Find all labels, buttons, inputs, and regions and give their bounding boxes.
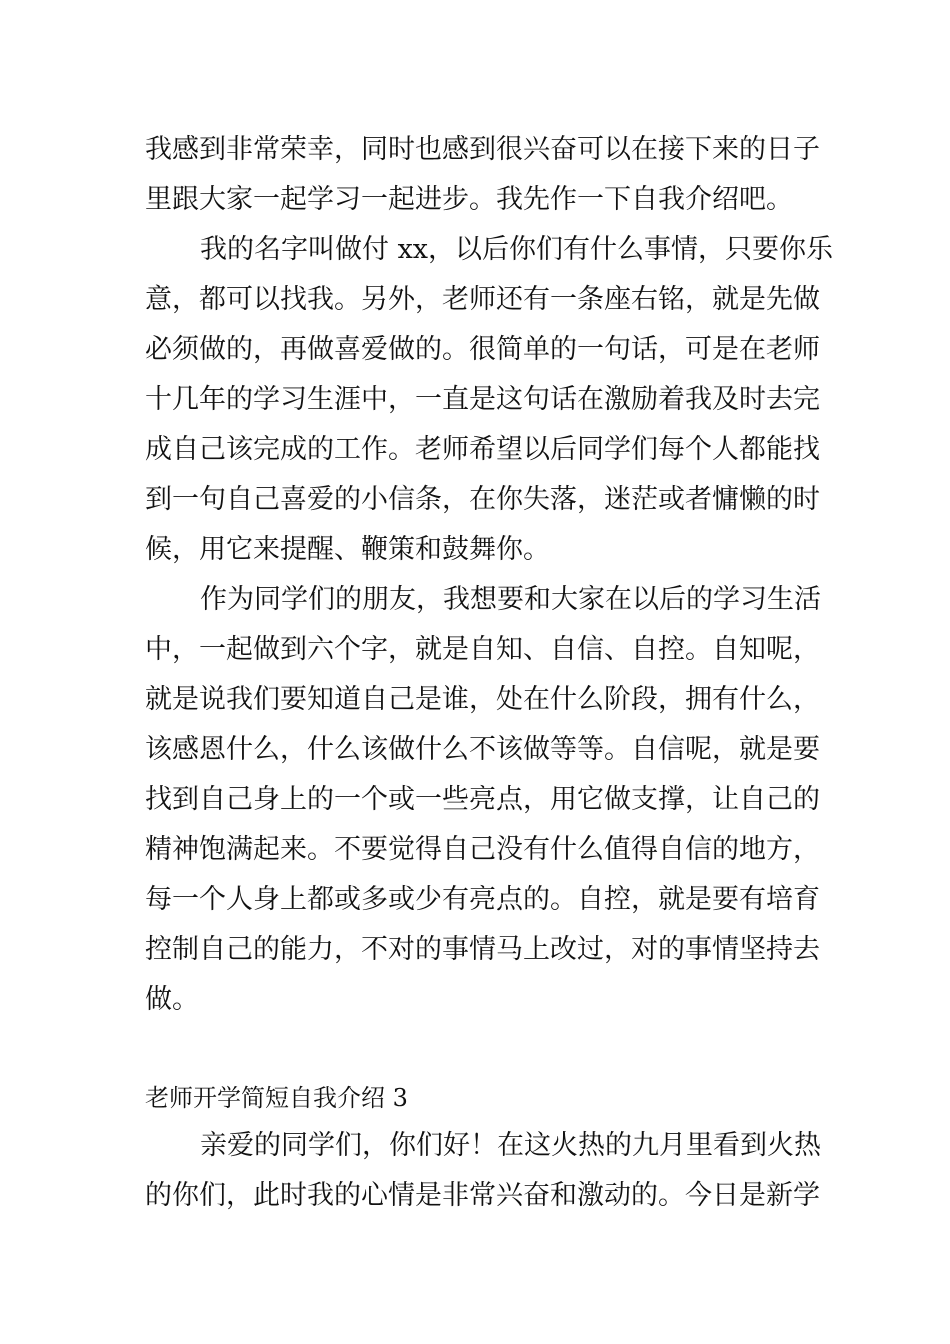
paragraph-3-line-7: 每一个人身上都或多或少有亮点的。自控，就是要有培育 [145, 884, 820, 915]
paragraph-3-line-4: 该感恩什么，什么该做什么不该做等等。自信呢，就是要 [145, 734, 820, 765]
paragraph-4-line-2: 的你们，此时我的心情是非常兴奋和激动的。今日是新学 [145, 1180, 820, 1211]
paragraph-4-line-1: 亲爱的同学们，你们好！在这火热的九月里看到火热 [200, 1130, 821, 1161]
section-heading: 老师开学简短自我介绍 3 [145, 1084, 408, 1112]
paragraph-3-line-6: 精神饱满起来。不要觉得自己没有什么值得自信的地方， [145, 834, 820, 865]
paragraph-2-line-6: 到一句自己喜爱的小信条，在你失落，迷茫或者慵懒的时 [145, 484, 820, 515]
paragraph-3-line-2: 中，一起做到六个字，就是自知、自信、自控。自知呢， [145, 634, 820, 665]
paragraph-1-line-2: 里跟大家一起学习一起进步。我先作一下自我介绍吧。 [145, 184, 793, 215]
paragraph-3-line-3: 就是说我们要知道自己是谁，处在什么阶段，拥有什么， [145, 684, 820, 715]
paragraph-3-line-1: 作为同学们的朋友，我想要和大家在以后的学习生活 [200, 584, 821, 615]
paragraph-2-line-7: 候，用它来提醒、鞭策和鼓舞你。 [145, 534, 550, 565]
paragraph-2-line-3: 必须做的，再做喜爱做的。很简单的一句话，可是在老师 [145, 334, 820, 365]
paragraph-2-line-2: 意，都可以找我。另外，老师还有一条座右铭，就是先做 [145, 284, 820, 315]
paragraph-3-line-5: 找到自己身上的一个或一些亮点，用它做支撑，让自己的 [145, 784, 820, 815]
paragraph-2-line-1: 我的名字叫做付 xx，以后你们有什么事情，只要你乐 [200, 234, 834, 265]
paragraph-2-line-5: 成自己该完成的工作。老师希望以后同学们每个人都能找 [145, 434, 820, 465]
paragraph-3-line-8: 控制自己的能力，不对的事情马上改过，对的事情坚持去 [145, 934, 820, 965]
paragraph-2-line-4: 十几年的学习生涯中，一直是这句话在激励着我及时去完 [145, 384, 820, 415]
paragraph-3-line-9: 做。 [145, 984, 199, 1015]
paragraph-1-line-1: 我感到非常荣幸，同时也感到很兴奋可以在接下来的日子 [145, 134, 820, 165]
